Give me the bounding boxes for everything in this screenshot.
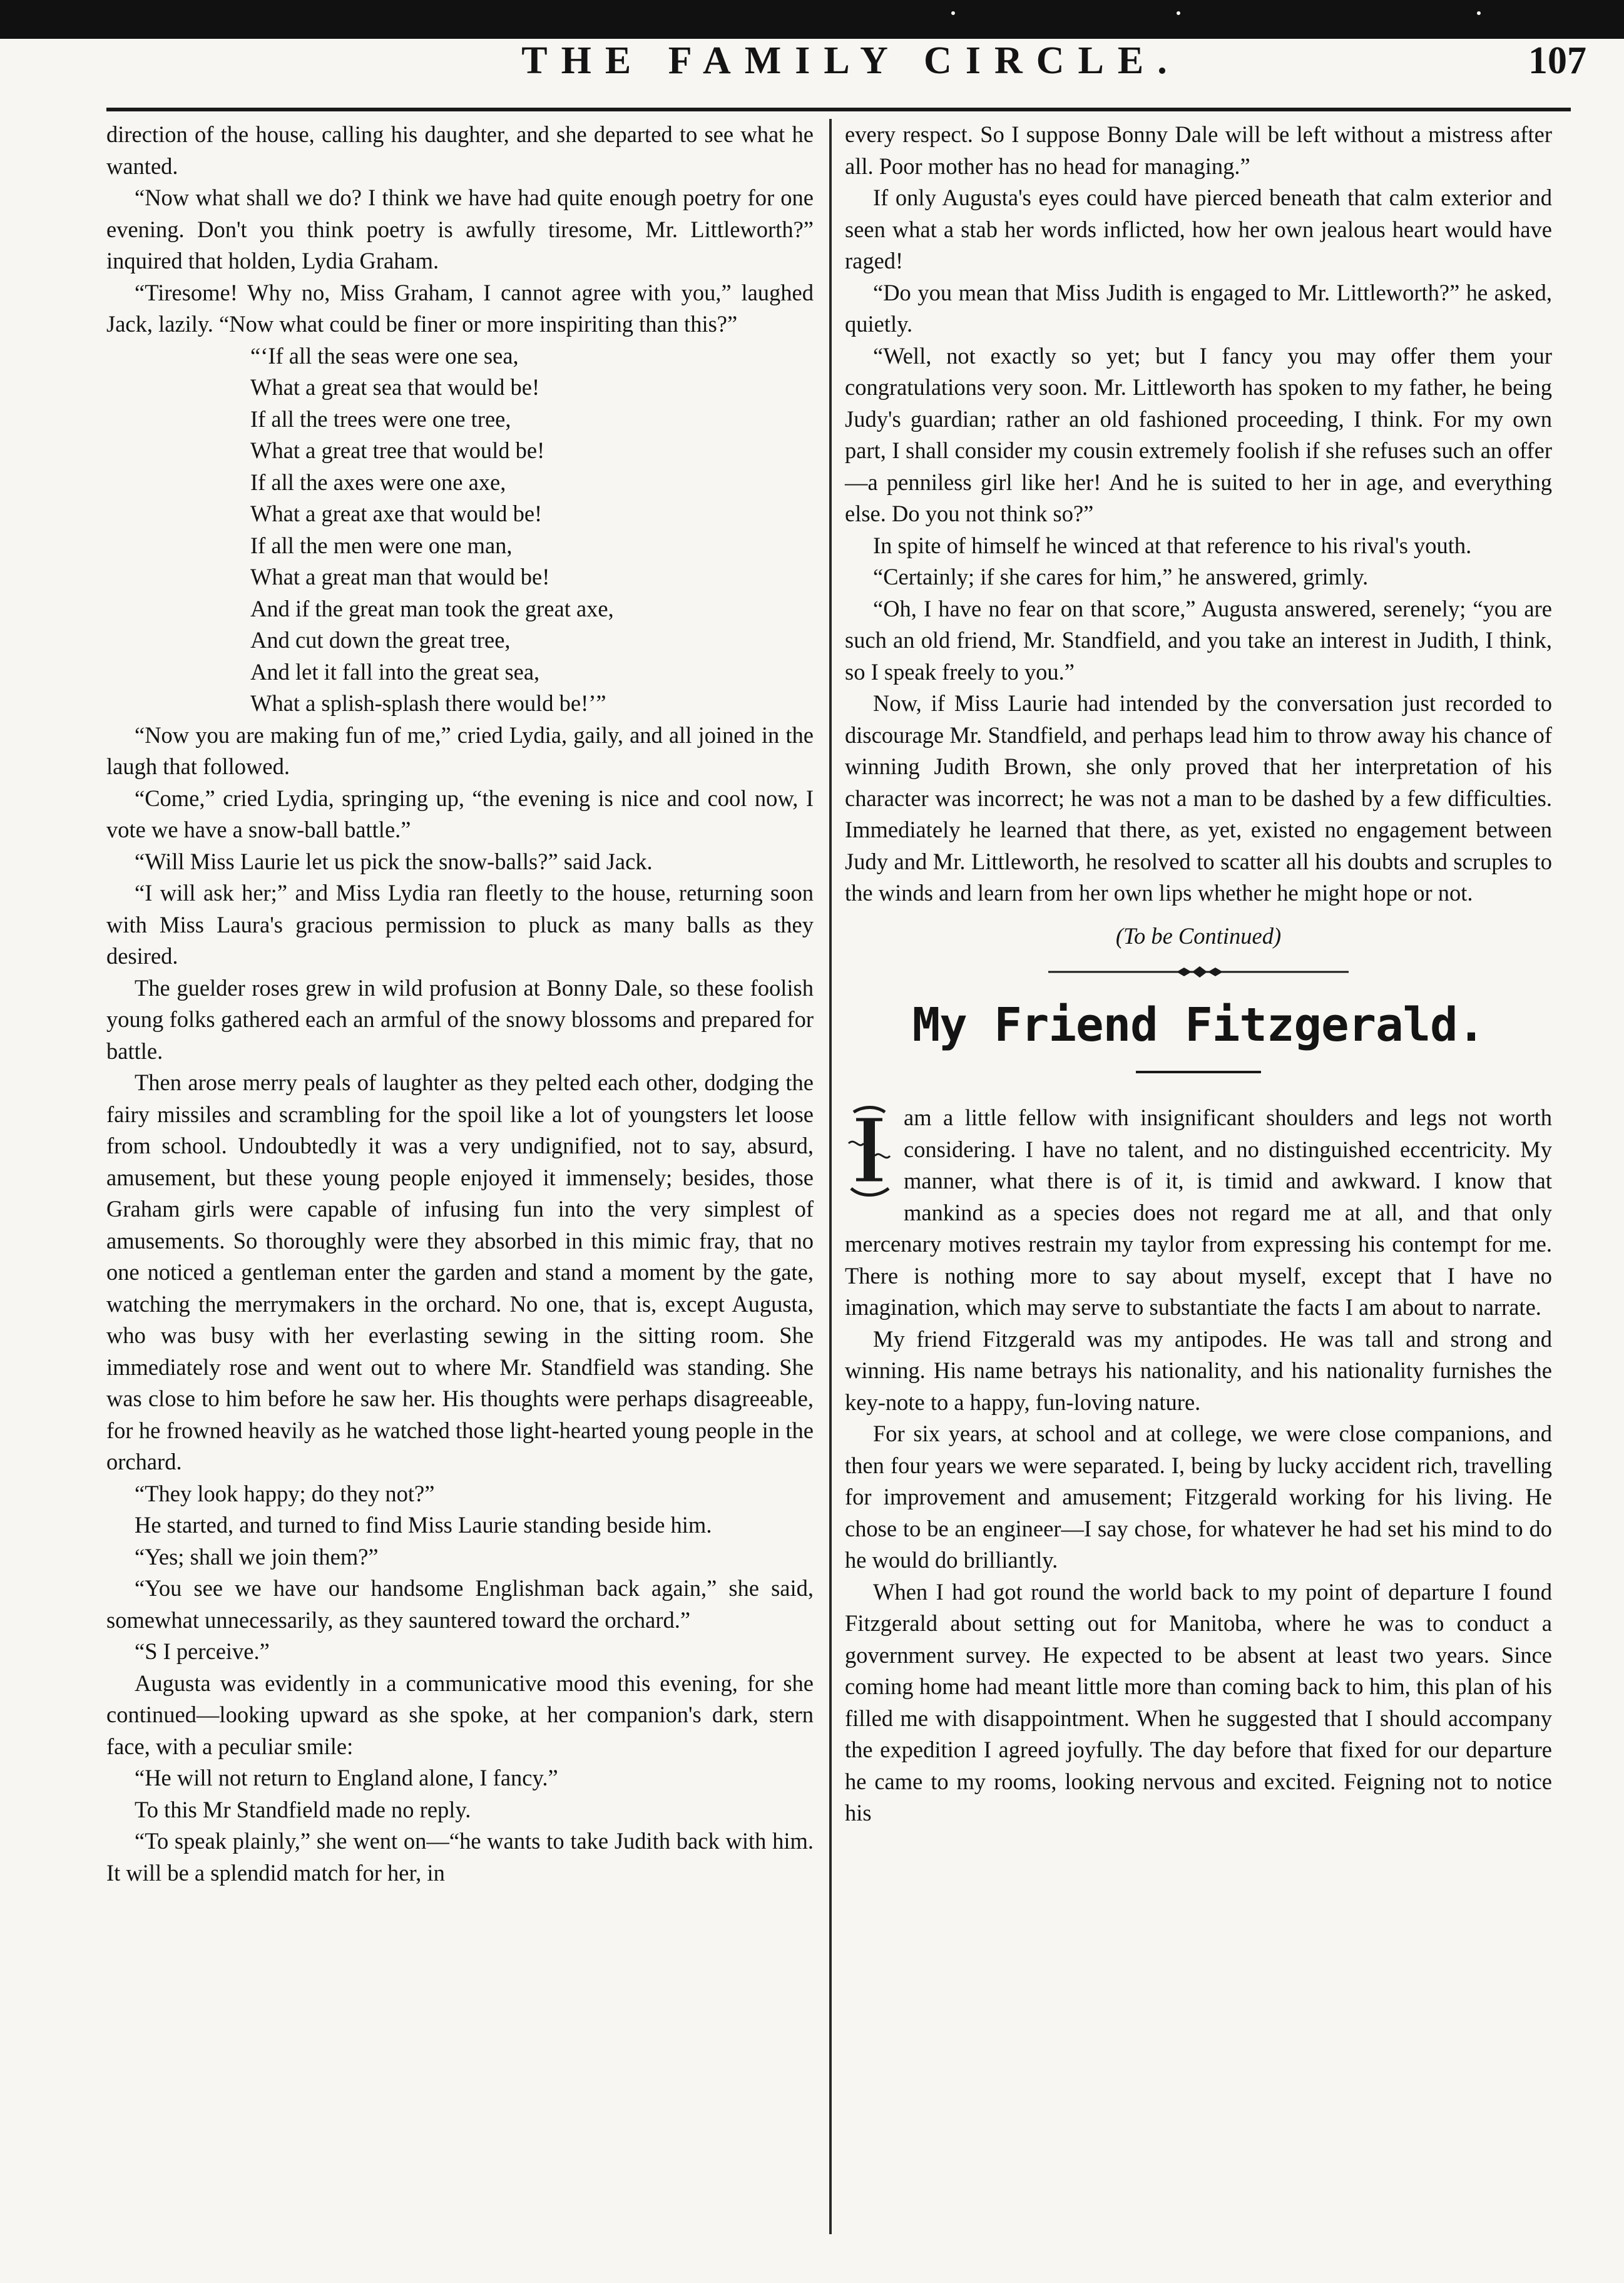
paragraph: “You see we have our handsome Englishman back again,” she said, somewhat unnecessarily, as they sauntered toward the orchard.” (106, 1575, 814, 1633)
paragraph: “To speak plainly,” she went on—“he wants to take Judith back with him. It will be a splendid match for her, in (106, 1828, 814, 1886)
verse-line: If all the trees were one tree, (250, 406, 511, 432)
page-number: 107 (1528, 39, 1586, 82)
verse-line: If all the axes were one axe, (250, 469, 506, 495)
paragraph: “Oh, I have no fear on that score,” Augusta answered, serenely; “you are such an old friend, Mr. Standfield, and you take an interest in Judith, I think, so I speak freely to you.” (845, 595, 1552, 685)
paragraph: “Now you are making fun of me,” cried Lydia, gaily, and all joined in the laugh that followed. (106, 722, 814, 779)
paragraph: In spite of himself he winced at that reference to his rival's youth. (873, 532, 1472, 558)
story-title: My Friend Fitzgerald. (912, 998, 1485, 1052)
header-rule (106, 108, 1571, 111)
page-header (0, 39, 1624, 108)
paragraph: “Come,” cried Lydia, springing up, “the evening is nice and cool now, I vote we have a snow-ball battle.” (106, 785, 814, 842)
verse-line: And let it fall into the great sea, (250, 658, 540, 685)
paragraph: When I had got round the world back to my point of departure I found Fitzgerald about setting out for Manitoba, where he was to conduct a government survey. He expected to be absent at least two years. Since coming home had meant little more than coming back to him, this plan of his filled me with disappointment. When he suggested that I should accompany the expedition I agreed joyfully. The day before that fixed for our departure he came to my rooms, looking nervous and excited. Feigning not to notice his (845, 1578, 1552, 1826)
paragraph: “Well, not exactly so yet; but I fancy you may offer them your congratulations very soon. Mr. Littleworth has spoken to my father, he being Judy's guardian; rather an old fashioned proceeding, I think. For my own part, I shall consider my cousin extremely foolish if she refuses such an offer—a penniless girl like her! And he is suited to her in age, and everything else. Do you not think so?” (845, 342, 1552, 526)
verse-block (106, 340, 814, 720)
paragraph: “Certainly; if she cares for him,” he answered, grimly. (873, 564, 1369, 590)
speck (951, 11, 955, 15)
paragraph: “He will not return to England alone, I fancy.” (135, 1765, 558, 1790)
paragraph: “Yes; shall we join them?” (135, 1543, 379, 1570)
paragraph: “Will Miss Laurie let us pick the snow-balls?” said Jack. (135, 848, 653, 874)
top-edge-bar (0, 0, 1624, 39)
paragraph: “S I perceive.” (135, 1638, 270, 1664)
verse-line: If all the men were one man, (250, 532, 513, 558)
verse-line: What a great tree that would be! (250, 437, 545, 463)
opening-paragraph (845, 1102, 1552, 1324)
paragraph: “I will ask her;” and Miss Lydia ran fleetly to the house, returning soon with Miss Laura's gracious permission to pluck as many balls as they desired. (106, 880, 814, 969)
verse-line: And if the great man took the great axe, (250, 595, 614, 621)
paragraph: To this Mr Standfield made no reply. (135, 1796, 471, 1822)
to-be-continued: (To be Continued) (1115, 922, 1282, 949)
paragraph: direction of the house, calling his daughter, and she departed to see what he wanted. (106, 121, 814, 179)
periodical-title: THE FAMILY CIRCLE. (521, 39, 1181, 82)
paragraph: He started, and turned to find Miss Laurie standing beside him. (135, 1512, 712, 1538)
paragraph: My friend Fitzgerald was my antipodes. He was tall and strong and winning. His name betrays his nationality, and his nationality furnishes the key-note to a happy, fun-loving nature. (845, 1325, 1552, 1415)
ornament-rule (1036, 959, 1361, 984)
verse-line: What a great axe that would be! (250, 501, 543, 526)
paragraph: “Now what shall we do? I think we have had quite enough poetry for one evening. Don't you think poetry is awfully tiresome, Mr. Littleworth?” inquired that holden, Lydia Graham. (106, 185, 814, 273)
verse-line: “‘If all the seas were one sea, (250, 342, 519, 369)
paragraph: am a little fellow with insignificant shoulders and legs not worth considering. I have no talent, and no distinguished eccentricity. My manner, what there is of it, is timid and awkward. I know that mankind as a species does not regard me at all, and that only mercenary motives restrain my taylor from expressing his contempt for me. There is nothing more to say about myself, except that I have no imagination, which may serve to substantiate the facts I am about to narrate. (845, 1105, 1552, 1320)
speck (1477, 11, 1481, 15)
speck (1177, 11, 1180, 15)
paragraph: Then arose merry peals of laughter as they pelted each other, dodging the fairy missiles and scrambling for the spoil like a lot of youngsters let loose from school. Undoubtedly it was a very undignified, not to say, absurd, amusement, but these young people enjoyed it immensely; besides, those Graham girls were capable of infusing fun into the very simplest of amusements. So thoroughly were they absorbed in this mimic fray, that no one noticed a gentleman enter the garden and stand a moment by the gate, watching the merrymakers in the orchard. No one, that is, except Augusta, who was busy with her everlasting sewing in the sitting room. She immediately rose and went out to where Mr. Standfield was standing. She was close to him before he saw her. His thoughts were perhaps disagreeable, for he frowned heavily as he watched those light-hearted young people in the orchard. (106, 1070, 814, 1474)
paragraph: If only Augusta's eyes could have pierced beneath that calm exterior and seen what a stab her words inflicted, how her own jealous heart would have raged! (845, 185, 1552, 273)
paragraph: Augusta was evidently in a communicative mood this evening, for she continued—looking upward as she spoke, at her companion's dark, stern face, with a peculiar smile: (106, 1670, 814, 1759)
right-column (845, 119, 1552, 1829)
paragraph: “Tiresome! Why no, Miss Graham, I cannot agree with you,” laughed Jack, lazily. “Now what could be finer or more inspiriting than this?” (106, 279, 814, 337)
verse-line: And cut down the great tree, (250, 627, 511, 653)
verse-line: What a great man that would be! (250, 564, 550, 590)
verse-line: What a great sea that would be! (250, 374, 540, 400)
left-column (106, 119, 814, 1889)
verse-line: What a splish-splash there would be!’” (250, 690, 606, 716)
ornamental-dropcap-i (845, 1106, 894, 1198)
paragraph: “They look happy; do they not?” (135, 1480, 435, 1506)
paragraph: Now, if Miss Laurie had intended by the conversation just recorded to discourage Mr. Standfield, and perhaps lead him to throw away his chance of winning Judith Brown, she only proved that her interpretation of his character was incorrect; he was not a man to be dashed by a few difficulties. Immediately he learned that there, as yet, existed no engagement between Judy and Mr. Littleworth, he resolved to scatter all his doubts and scruples to the winds and learn from her own lips whether he might hope or not. (845, 690, 1552, 906)
paragraph: “Do you mean that Miss Judith is engaged to Mr. Littleworth?” he asked, quietly. (845, 279, 1552, 337)
column-divider (829, 119, 832, 2234)
paragraph: For six years, at school and at college, we were close companions, and then four years we were separated. I, being by lucky accident rich, travelling for improvement and amusement; Fitzgerald working for his living. He chose to be an engineer—I say chose, for whatever he had set his mind to do he would do brilliantly. (845, 1421, 1552, 1573)
title-rule (1136, 1071, 1261, 1073)
paragraph: every respect. So I suppose Bonny Dale will be left without a mistress after all. Poor mother has no head for managing.” (845, 121, 1552, 179)
paragraph: The guelder roses grew in wild profusion at Bonny Dale, so these foolish young folks gathered each an armful of the snowy blossoms and prepared for battle. (106, 974, 814, 1064)
